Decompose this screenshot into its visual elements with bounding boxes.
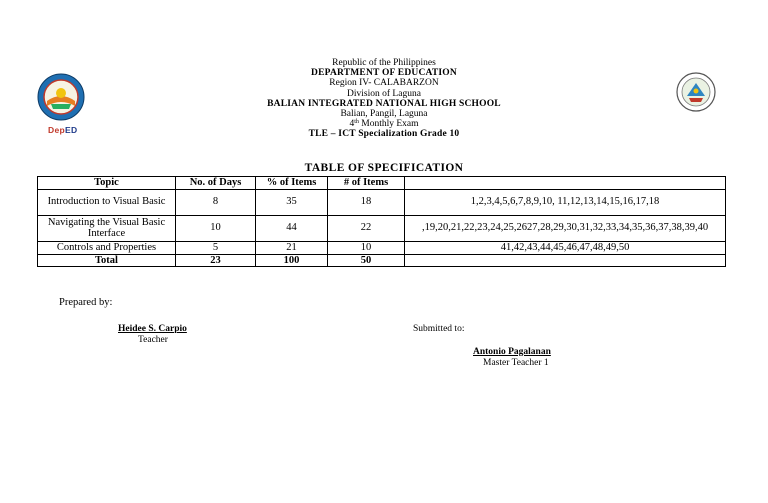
items-cell: 1,2,3,4,5,6,7,8,9,10, 11,12,13,14,15,16,17,18 [405, 189, 726, 215]
school-seal-icon [676, 72, 716, 112]
total-row [38, 254, 726, 267]
table-header-row [38, 177, 726, 190]
count-cell: 22 [328, 215, 405, 241]
region-line: Region IV- CALABARZON [329, 78, 439, 89]
submitted-to-label: Submitted to: [413, 324, 465, 334]
days-cell: 8 [176, 189, 256, 215]
document-header [190, 58, 578, 140]
days-cell: 5 [176, 241, 256, 254]
course-line: TLE – ICT Specialization Grade 10 [308, 129, 460, 140]
school-name: BALIAN INTEGRATED NATIONAL HIGH SCHOOL [267, 98, 501, 109]
address-line: Balian, Pangil, Laguna [340, 109, 428, 120]
division-line: Division of Laguna [347, 88, 421, 99]
header-percent: % of Items [256, 177, 328, 190]
total-percent-cell: 100 [256, 254, 328, 267]
deped-logo: DepED [48, 125, 78, 135]
table-row [38, 215, 726, 241]
total-days-cell: 23 [176, 254, 256, 267]
preparer-role: Teacher [138, 335, 168, 345]
percent-cell: 21 [256, 241, 328, 254]
prepared-by-label: Prepared by: [59, 297, 113, 308]
items-cell: ,19,20,21,22,23,24,25,2627,28,29,30,31,32,33,34,35,36,37,38,39,40 [405, 215, 726, 241]
items-cell: 41,42,43,44,45,46,47,48,49,50 [405, 241, 726, 254]
count-cell: 10 [328, 241, 405, 254]
submittee-name: Antonio Pagalanan [473, 347, 551, 357]
header-count: # of Items [328, 177, 405, 190]
division-of-laguna-seal-icon [37, 73, 85, 121]
total-count-cell: 50 [328, 254, 405, 267]
percent-cell: 35 [256, 189, 328, 215]
specification-table [37, 176, 726, 267]
table-row [38, 189, 726, 215]
header-items [405, 177, 726, 190]
table-title: TABLE OF SPECIFICATION [304, 162, 464, 174]
exam-line: 4th Monthly Exam [349, 119, 419, 130]
total-items-cell [405, 254, 726, 267]
header-days: No. of Days [176, 177, 256, 190]
topic-cell: Introduction to Visual Basic [38, 189, 176, 215]
header-topic: Topic [38, 177, 176, 190]
table-row [38, 241, 726, 254]
submittee-role: Master Teacher 1 [483, 358, 549, 368]
total-label-cell: Total [38, 254, 176, 267]
topic-cell: Controls and Properties [38, 241, 176, 254]
republic-line: Republic of the Philippines [332, 58, 436, 68]
percent-cell: 44 [256, 215, 328, 241]
count-cell: 18 [328, 189, 405, 215]
days-cell: 10 [176, 215, 256, 241]
topic-cell: Navigating the Visual Basic Interface [38, 215, 176, 241]
preparer-name: Heidee S. Carpio [118, 324, 187, 334]
department-line: DEPARTMENT OF EDUCATION [311, 68, 457, 79]
